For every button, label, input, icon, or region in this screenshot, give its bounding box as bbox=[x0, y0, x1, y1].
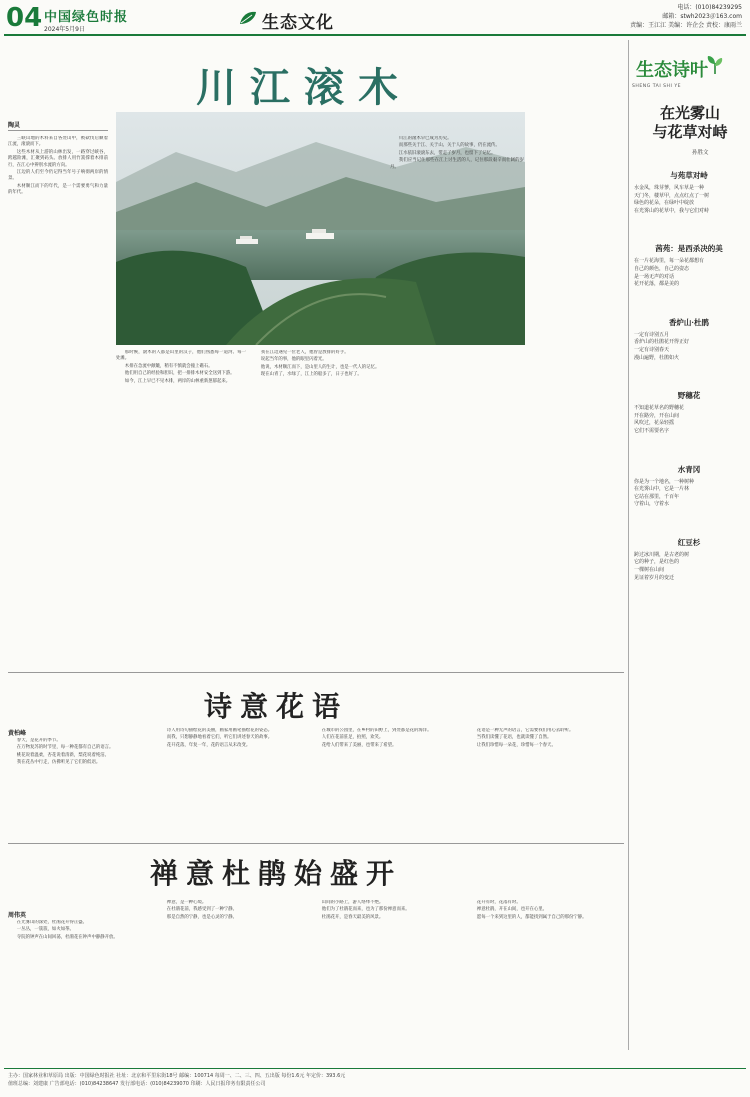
paragraph: 江边的人们至今仍记得当年号子响彻两岸的情景。 bbox=[8, 170, 108, 182]
leaf-icon bbox=[238, 10, 258, 30]
paragraph: 那是自然的宁静，也是心灵的宁静。 bbox=[166, 914, 238, 920]
lower-title: 禅意杜鹃始盛开 bbox=[150, 857, 403, 890]
paragraph: 花给人们带来了美丽，也带来了希望。 bbox=[321, 742, 397, 748]
poem-heading: 红豆杉 bbox=[677, 537, 701, 547]
lower-col-4 bbox=[468, 900, 624, 1060]
header-info bbox=[630, 3, 742, 30]
lower-col-1 bbox=[8, 920, 148, 1060]
paragraph: 木材顺江而下的年代，是一个需要勇气和力量的年代。 bbox=[8, 183, 108, 196]
sidebar-brand: 生态诗叶 bbox=[636, 60, 708, 81]
paragraph: 现在山青了，水绿了，江上的船多了，日子也好了。 bbox=[260, 372, 362, 378]
paragraph: 在万物复苏的时节里，每一种花都有自己的语言。 bbox=[16, 745, 114, 751]
lower-author: 周伟英 bbox=[8, 912, 27, 919]
header-staff: 责编：王江江 美编：许企会 责校：康雨兰 bbox=[630, 22, 742, 29]
poem-line: 绿色的花朵，在绿叶中绽放 bbox=[634, 200, 695, 207]
paragraph: 而那些关于江、关于山、关于人的故事，仍在流传。 bbox=[398, 143, 500, 149]
mid-col-1 bbox=[8, 738, 148, 838]
paragraph: 在光雾山的深处，杜鹃花开得正盛。 bbox=[16, 920, 88, 925]
poem-heading: 野穗花 bbox=[677, 391, 701, 401]
page-number: 04 bbox=[6, 3, 43, 33]
sidebar-brand-pinyin: SHENG TAI SHI YE bbox=[632, 84, 682, 89]
poem-line: 你是为一个地名，一种树种 bbox=[634, 478, 695, 485]
poem-block bbox=[634, 243, 744, 288]
poem-line: 在光雾山中，它是一片林 bbox=[634, 486, 690, 493]
paragraph: 如今，江上早已不见木排，两岸的山林重新葱郁起来。 bbox=[124, 378, 231, 384]
poem-line: 漫山遍野，杜鹃如火 bbox=[634, 354, 680, 361]
poem-line: 一棵树在山间 bbox=[634, 567, 665, 574]
poem-block bbox=[634, 170, 744, 215]
paragraph: 说起当年的事，他的眼里闪着光。 bbox=[260, 357, 327, 363]
lead-author-rule bbox=[8, 130, 108, 131]
paragraph: 而我，只想静静地看着它们，听它们讲述春天的故事。 bbox=[166, 735, 273, 741]
poem-line: 一定有诗别春天 bbox=[634, 346, 670, 353]
paragraph: 愿每一个来到这里的人，都能找到属于自己的那份宁静。 bbox=[476, 914, 587, 920]
lower-col-2 bbox=[158, 900, 303, 1060]
poem-block bbox=[634, 390, 744, 435]
paragraph: 诗人用诗句描绘花的美丽，画家用画笔描绘花的姿态。 bbox=[166, 728, 273, 733]
poem-line: 一定有诗别五月 bbox=[634, 331, 670, 338]
paragraph: 这些木材从上游的山林出发，一路穿过峡谷，跨越险滩，汇聚到码头。放排人用竹篙撑着木排前行，在江心中辨别水流的方向。 bbox=[8, 149, 108, 168]
paragraph: 让我们珍惜每一朵花，珍惜每一个春天。 bbox=[476, 742, 556, 748]
mid-col-3 bbox=[313, 728, 458, 838]
poem-line: 开在路旁，开在山间 bbox=[634, 412, 680, 419]
poem-line: 跨过冰川期，是古老的树 bbox=[634, 551, 690, 558]
poem-heading: 香炉山·杜鹃 bbox=[668, 317, 710, 327]
poem-line: 天门冬，楼草甲，点点红点了一树 bbox=[634, 192, 710, 199]
paragraph: 山间的小路上，游人络绎不绝。 bbox=[321, 900, 384, 905]
lead-col-1 bbox=[8, 136, 108, 676]
paragraph: 花开有时，花落有时。 bbox=[476, 900, 521, 905]
paragraph: 禅意杜鹃，开在山间，也开在心里。 bbox=[476, 907, 548, 913]
footer bbox=[8, 1072, 742, 1088]
paragraph: 在城市的公园里，在乡村的田野上，到处都是花的海洋。 bbox=[321, 728, 432, 733]
paragraph: 桃花说着温柔，杏花说着清新，梨花说着纯洁。 bbox=[16, 752, 110, 758]
sidebar-author: 孙胜文 bbox=[692, 150, 709, 156]
sidebar-poems bbox=[634, 170, 744, 1050]
paragraph: 一丛丛，一簇簇，如火如荼。 bbox=[16, 927, 74, 933]
paragraph: 当我们读懂了花语，也就读懂了自然。 bbox=[476, 735, 552, 741]
mid-col-4 bbox=[468, 728, 624, 838]
poem-block bbox=[634, 537, 744, 582]
footer-rule bbox=[4, 1068, 746, 1069]
sidebar-title bbox=[644, 104, 736, 142]
lead-col-4 bbox=[390, 136, 524, 550]
poem-line: 它站在那里，千百年 bbox=[634, 493, 680, 500]
poem-line: 是一场无声的对话 bbox=[634, 273, 675, 280]
poem-block bbox=[634, 464, 744, 509]
poem-line: 见证着岁月的变迁 bbox=[634, 574, 675, 581]
lower-top-rule bbox=[8, 843, 624, 844]
lead-author: 陶灵 bbox=[8, 122, 21, 129]
paragraph: 他说，木材顺江而下，是山里人的生计，也是一代人的记忆。 bbox=[260, 364, 380, 370]
mid-author: 黄柏峰 bbox=[8, 730, 27, 737]
paragraph: 那时候，滚木的人都是山里的汉子，他们熟悉每一道湾、每一处滩。 bbox=[116, 350, 246, 362]
paragraph: 花开花落，年复一年，花的语言从未改变。 bbox=[166, 742, 251, 748]
paragraph: 寺院的钟声在山间回荡，杜鹃花在钟声中静静开放。 bbox=[16, 934, 118, 940]
paragraph: 我在花丛中行走，仿佛听见了它们的低语。 bbox=[16, 760, 101, 766]
poem-line: 不知道花草名的野穗花 bbox=[634, 405, 685, 412]
poem-line: 守着山，守着水 bbox=[634, 501, 670, 508]
poem-line: 它们不需要名字 bbox=[634, 427, 670, 434]
lower-col-3 bbox=[313, 900, 458, 1060]
paragraph: 他们为了杜鹃花而来，也为了那份禅意而来。 bbox=[321, 907, 410, 913]
paragraph: 川江的滚木早已成为历史。 bbox=[398, 136, 452, 141]
paragraph: 人们在花前驻足，拍照，欢笑。 bbox=[321, 735, 384, 741]
footer-line-1: 主办：国家林业和草原局 出版：中国绿色时报社 社址：北京和平里东街18号 邮编：100714 每周一、二、三、四、五出版 每份1.6元 年定价：393.6元 bbox=[8, 1073, 346, 1079]
paragraph: 木排在急流中颠簸，稍有不慎就会撞上礁石。 bbox=[124, 363, 213, 369]
lead-col-3 bbox=[252, 350, 382, 550]
sidebar-divider bbox=[628, 40, 629, 1050]
footer-line-2: 值班总编：刘建康 广告部电话：(010)84238647 发行部电话：(010)84239070 印刷：人民日报印务有限责任公司 bbox=[8, 1081, 266, 1087]
paragraph: 江水依旧滚滚东去，带走了岁月，也留下了记忆。 bbox=[398, 150, 496, 156]
poem-line: 它的种子，是红色的 bbox=[634, 559, 680, 566]
poem-heading: 与苑草对峙 bbox=[670, 171, 708, 180]
paragraph: 花语是一种无声的语言，它需要我们用心去聆听。 bbox=[476, 728, 574, 733]
paragraph: 我们应当记住那些在江上讨生活的人，记住那段艰辛而壮阔的岁月。 bbox=[390, 158, 524, 170]
poem-line: 在一片花海里，每一朵花都想有 bbox=[634, 258, 705, 265]
paper-name: 中国绿色时报 bbox=[44, 10, 129, 25]
paragraph: 在杜鹃花前，我感受到了一种宁静。 bbox=[166, 907, 238, 913]
poem-line: 在光雾山的花草中，我与它们对峙 bbox=[634, 207, 710, 214]
date-line: 2024年5月9日 bbox=[44, 26, 85, 33]
paragraph: 三峡山地的木料来自各处山中，被砍伐后顺着江流，滚滚而下。 bbox=[8, 136, 108, 148]
section-title: 生态文化 bbox=[262, 13, 334, 33]
poem-line: 水金凤，珠芽蓼，风车草是一种 bbox=[634, 185, 705, 191]
paragraph: 杜鹃花开，是春天最美的风景。 bbox=[321, 914, 384, 920]
poem-line: 风吹过，花朵轻摇 bbox=[634, 420, 675, 427]
mid-top-rule bbox=[8, 672, 624, 673]
poem-line: 花开花落，都是美的 bbox=[634, 281, 680, 288]
header-rule bbox=[4, 34, 746, 36]
header-phone: 电话：(010)84239295 bbox=[677, 4, 742, 11]
paragraph: 春天，是花开的季节。 bbox=[16, 738, 61, 743]
paragraph: 他们用自己的经验和胆识，把一排排木材安全送到下游。 bbox=[124, 371, 235, 377]
poem-line: 香炉山的杜鹃花开得正好 bbox=[634, 339, 690, 346]
header-email: 邮箱：stwh2023＠163.com bbox=[662, 13, 742, 20]
lead-col-2 bbox=[116, 350, 246, 550]
poem-heading: 水青冈 bbox=[677, 464, 701, 474]
poem-heading: 茜苑：是西杀决的美 bbox=[655, 244, 723, 254]
mid-title: 诗意花语 bbox=[204, 690, 349, 723]
paragraph: 我在江边遇见一位老人，他曾是放排的好手。 bbox=[260, 350, 349, 355]
poem-block bbox=[634, 317, 744, 362]
sidebar-title-line-1: 在光雾山 bbox=[659, 104, 720, 122]
poem-line: 自己的颜色，自己的姿态 bbox=[634, 265, 690, 272]
sidebar-title-line-2: 与花草对峙 bbox=[652, 123, 728, 141]
paragraph: 禅意，是一种心境。 bbox=[166, 900, 207, 905]
lead-title: 川江滚木 bbox=[196, 64, 412, 111]
mid-col-2 bbox=[158, 728, 303, 838]
